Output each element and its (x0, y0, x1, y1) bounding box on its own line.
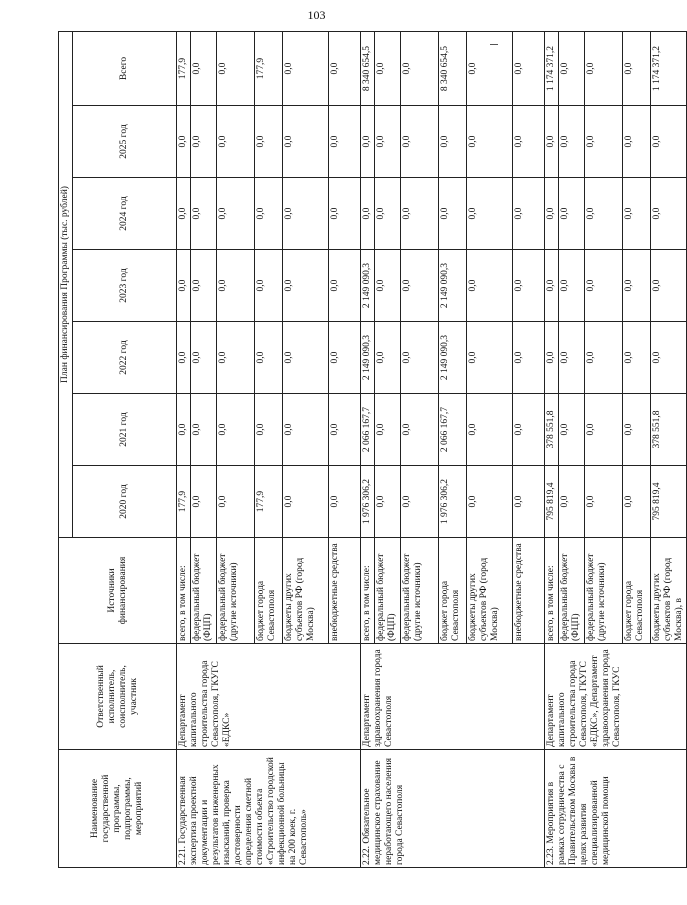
year-value-cell: 0,0 (401, 250, 439, 322)
year-value-cell: 0,0 (329, 394, 361, 466)
year-value-cell: 0,0 (191, 394, 217, 466)
total-value-cell: 0,0 (401, 31, 439, 105)
year-value-cell: 0,0 (651, 106, 687, 178)
total-value-cell: 177,9 (177, 31, 191, 105)
table-header (59, 31, 177, 867)
year-value-cell: 0,0 (585, 106, 623, 178)
table-row (177, 31, 191, 867)
source-cell: федеральный бюджет (ФЦП) (191, 538, 217, 644)
source-cell: федеральный бюджет (другие источники) (585, 538, 623, 644)
year-value-cell: 0,0 (651, 322, 687, 394)
year-value-cell: 0,0 (545, 106, 559, 178)
rotated-table-wrapper (58, 32, 684, 868)
source-cell: всего, в том числе: (177, 538, 191, 644)
total-value-cell: 177,9 (255, 31, 283, 105)
year-value-cell: 0,0 (585, 394, 623, 466)
year-value-cell: 0,0 (559, 106, 585, 178)
year-value-cell: 0,0 (545, 250, 559, 322)
source-cell: внебюджетные средства (513, 538, 545, 644)
year-value-cell: 0,0 (177, 178, 191, 250)
header-name: Наименование государственной программы, подпрограммы, мероприятий (59, 750, 177, 868)
total-value-cell: 0,0 (283, 31, 329, 105)
year-value-cell: 0,0 (191, 106, 217, 178)
year-value-cell: 795 819,4 (651, 466, 687, 538)
year-value-cell: 0,0 (513, 466, 545, 538)
year-value-cell: 0,0 (623, 322, 651, 394)
year-value-cell: 0,0 (559, 250, 585, 322)
total-value-cell: 0,0 (513, 31, 545, 105)
year-value-cell: 0,0 (191, 466, 217, 538)
measure-name-cell: 2.21. Государственная экспертиза проектной документации и результатов инженерных изысканий, проверка достоверности определения сметной стоимости объекта «Строительство городской инфекционной больницы на 200 коек, г. Севастополь» (177, 750, 361, 868)
source-cell: федеральный бюджет (ФЦП) (559, 538, 585, 644)
year-value-cell: 0,0 (283, 322, 329, 394)
year-value-cell: 2 066 167,7 (439, 394, 467, 466)
year-value-cell: 0,0 (283, 466, 329, 538)
year-value-cell: 378 551,8 (545, 394, 559, 466)
total-value-cell: 0,0 (375, 31, 401, 105)
year-value-cell: 0,0 (255, 322, 283, 394)
year-value-cell: 0,0 (283, 106, 329, 178)
source-cell: внебюджетные средства (329, 538, 361, 644)
year-value-cell: 0,0 (401, 466, 439, 538)
year-value-cell: 0,0 (255, 394, 283, 466)
header-plan-group: План финансирования Программы (тыс. рублей) (59, 31, 73, 537)
total-value-cell: 0,0 (623, 31, 651, 105)
year-value-cell: 0,0 (283, 178, 329, 250)
year-value-cell: 0,0 (559, 178, 585, 250)
year-value-cell: 0,0 (467, 466, 513, 538)
year-value-cell: 0,0 (585, 466, 623, 538)
year-value-cell: 0,0 (217, 394, 255, 466)
table-body (177, 31, 687, 867)
year-value-cell: 0,0 (651, 178, 687, 250)
source-cell: бюджет города Севастополя (255, 538, 283, 644)
year-value-cell: 0,0 (545, 322, 559, 394)
header-total: Всего (73, 31, 177, 105)
header-year: 2023 год (73, 250, 177, 322)
year-value-cell: 0,0 (329, 322, 361, 394)
year-value-cell: 0,0 (401, 322, 439, 394)
year-value-cell: 0,0 (585, 250, 623, 322)
year-value-cell: 0,0 (177, 106, 191, 178)
year-value-cell: 0,0 (513, 394, 545, 466)
year-value-cell: 0,0 (467, 106, 513, 178)
measure-name-cell: 2.23. Мероприятия в рамках сотрудничества с Правительством Москвы в целях развития специализированной медицинской помощи (545, 750, 687, 868)
year-value-cell: 0,0 (467, 322, 513, 394)
year-value-cell: 0,0 (513, 250, 545, 322)
year-value-cell: 1 976 306,2 (439, 466, 467, 538)
source-cell: всего, в том числе: (361, 538, 375, 644)
year-value-cell: 0,0 (283, 250, 329, 322)
year-value-cell: 0,0 (467, 394, 513, 466)
header-year: 2024 год (73, 178, 177, 250)
total-value-cell: 0,0 (559, 31, 585, 105)
year-value-cell: 2 066 167,7 (361, 394, 375, 466)
total-value-cell: 0,0 (329, 31, 361, 105)
year-value-cell: 0,0 (401, 106, 439, 178)
total-value-cell: 0,0 (217, 31, 255, 105)
year-value-cell: 0,0 (177, 322, 191, 394)
header-sources: Источники финансирования (59, 538, 177, 644)
source-cell: всего, в том числе: (545, 538, 559, 644)
year-value-cell: 0,0 (283, 394, 329, 466)
total-value-cell: 0,0 (467, 31, 513, 105)
year-value-cell: 0,0 (401, 394, 439, 466)
year-value-cell: 0,0 (217, 178, 255, 250)
total-value-cell: 1 174 371,2 (651, 31, 687, 105)
year-value-cell: 0,0 (177, 250, 191, 322)
year-value-cell: 0,0 (513, 322, 545, 394)
year-value-cell: 0,0 (375, 394, 401, 466)
total-value-cell: 8 340 654,5 (439, 31, 467, 105)
year-value-cell: 0,0 (623, 250, 651, 322)
year-value-cell: 0,0 (559, 322, 585, 394)
year-value-cell: 0,0 (361, 106, 375, 178)
year-value-cell: 177,9 (177, 466, 191, 538)
financing-table (58, 31, 687, 868)
responsible-cell: Департамент здравоохранения города Севастополя (361, 644, 545, 750)
source-cell: федеральный бюджет (другие источники) (401, 538, 439, 644)
year-value-cell: 0,0 (375, 322, 401, 394)
year-value-cell: 0,0 (191, 250, 217, 322)
year-value-cell: 0,0 (623, 106, 651, 178)
total-value-cell: 0,0 (191, 31, 217, 105)
source-cell: бюджет города Севастополя (439, 538, 467, 644)
year-value-cell: 0,0 (585, 178, 623, 250)
year-value-cell: 0,0 (559, 466, 585, 538)
year-value-cell: 0,0 (513, 178, 545, 250)
year-value-cell: 0,0 (255, 250, 283, 322)
year-value-cell: 0,0 (329, 106, 361, 178)
year-value-cell: 0,0 (559, 394, 585, 466)
source-cell: бюджеты других субъектов РФ (город Москва) (467, 538, 513, 644)
year-value-cell: 177,9 (255, 466, 283, 538)
year-value-cell: 0,0 (467, 178, 513, 250)
year-value-cell: 0,0 (329, 250, 361, 322)
year-value-cell: 0,0 (217, 322, 255, 394)
year-value-cell: 0,0 (361, 178, 375, 250)
year-value-cell: 0,0 (401, 178, 439, 250)
year-value-cell: 0,0 (375, 466, 401, 538)
year-value-cell: 0,0 (439, 178, 467, 250)
year-value-cell: 378 551,8 (651, 394, 687, 466)
header-year: 2020 год (73, 466, 177, 538)
year-value-cell: 0,0 (623, 394, 651, 466)
year-value-cell: 0,0 (439, 106, 467, 178)
year-value-cell: 0,0 (255, 106, 283, 178)
year-value-cell: 2 149 090,3 (439, 322, 467, 394)
source-cell: бюджеты других субъектов РФ (город Москва) (283, 538, 329, 644)
page-number: 103 (307, 8, 326, 22)
year-value-cell: 0,0 (191, 322, 217, 394)
responsible-cell: Департамент капитального строительства города Севастополя, ГКУГС «ЕДКС» (177, 644, 361, 750)
total-value-cell: 1 174 371,2 (545, 31, 559, 105)
year-value-cell: 0,0 (177, 394, 191, 466)
year-value-cell: 2 149 090,3 (361, 322, 375, 394)
source-cell: бюджеты других субъектов РФ (город Москва), в (651, 538, 687, 644)
year-value-cell: 0,0 (217, 106, 255, 178)
total-value-cell: 0,0 (585, 31, 623, 105)
year-value-cell: 0,0 (513, 106, 545, 178)
source-cell: федеральный бюджет (ФЦП) (375, 538, 401, 644)
year-value-cell: 0,0 (623, 178, 651, 250)
year-value-cell: 0,0 (545, 178, 559, 250)
year-value-cell: 0,0 (623, 466, 651, 538)
responsible-cell: Департамент капитального строительства города Севастополя, ГКУГС «ЕДКС», Департамент здравоохранения города Севастополя, ГКУС (545, 644, 687, 750)
year-value-cell: 0,0 (329, 466, 361, 538)
source-cell: бюджет города Севастополя (623, 538, 651, 644)
year-value-cell: 0,0 (329, 178, 361, 250)
year-value-cell: 2 149 090,3 (361, 250, 375, 322)
header-year: 2022 год (73, 322, 177, 394)
table-row (361, 31, 375, 867)
source-cell: федеральный бюджет (другие источники) (217, 538, 255, 644)
year-value-cell: 0,0 (217, 466, 255, 538)
table-row (545, 31, 559, 867)
header-year: 2025 год (73, 106, 177, 178)
year-value-cell: 0,0 (651, 250, 687, 322)
total-value-cell: 8 340 654,5 (361, 31, 375, 105)
measure-name-cell: 2.22. Обязательное медицинское страхование неработающего населения города Севастополя (361, 750, 545, 868)
header-responsible: Ответственный исполнитель, соисполнитель, участник (59, 644, 177, 750)
year-value-cell: 0,0 (585, 322, 623, 394)
year-value-cell: 0,0 (191, 178, 217, 250)
year-value-cell: 0,0 (217, 250, 255, 322)
year-value-cell: 0,0 (375, 106, 401, 178)
year-value-cell: 795 819,4 (545, 466, 559, 538)
year-value-cell: 0,0 (467, 250, 513, 322)
year-value-cell: 0,0 (375, 178, 401, 250)
year-value-cell: 0,0 (375, 250, 401, 322)
year-value-cell: 0,0 (255, 178, 283, 250)
header-year: 2021 год (73, 394, 177, 466)
year-value-cell: 1 976 306,2 (361, 466, 375, 538)
year-value-cell: 2 149 090,3 (439, 250, 467, 322)
